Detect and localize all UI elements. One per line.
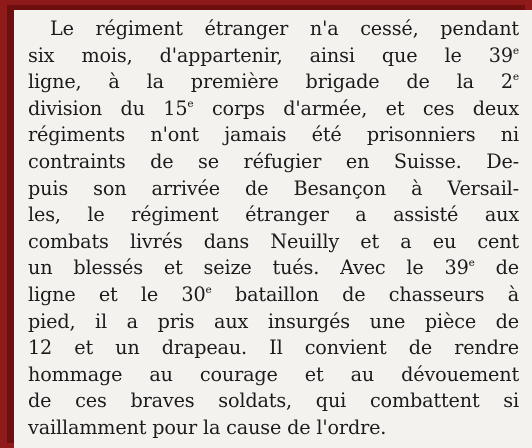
article-line: ligne, à la première brigade de la 2e xyxy=(28,70,519,94)
article-text xyxy=(28,16,519,442)
article-line: Le régiment étranger n'a cessé, pendant xyxy=(50,17,519,40)
article-line: de ces braves soldats, qui combattent si xyxy=(28,389,519,413)
newspaper-clipping xyxy=(14,10,532,448)
article-line: un blessés et seize tués. Avec le 39e de xyxy=(28,256,519,280)
article-line: combats livrés dans Neuilly et a eu cent xyxy=(28,229,519,253)
article-line: puis son arrivée de Besançon à Versail- xyxy=(28,176,519,200)
article-line: division du 15e corps d'armée, et ces deux xyxy=(28,96,519,120)
article-line: pied, il a pris aux insurgés une pièce de xyxy=(28,309,519,333)
article-line: hommage au courage et au dévouement xyxy=(28,362,519,386)
article-line: six mois, d'appartenir, ainsi que le 39e xyxy=(28,43,519,67)
article-line: vaillamment pour la cause de l'ordre. xyxy=(28,415,387,439)
article-line: ligne et le 30e bataillon de chasseurs à xyxy=(28,282,519,306)
article-line: contraints de se réfugier en Suisse. De- xyxy=(28,149,519,173)
article-line: les, le régiment étranger a assisté aux xyxy=(28,203,519,227)
article-line: régiments n'ont jamais été prisonniers ni xyxy=(28,123,519,147)
article-line: 12 et un drapeau. Il convient de rendre xyxy=(28,336,519,360)
